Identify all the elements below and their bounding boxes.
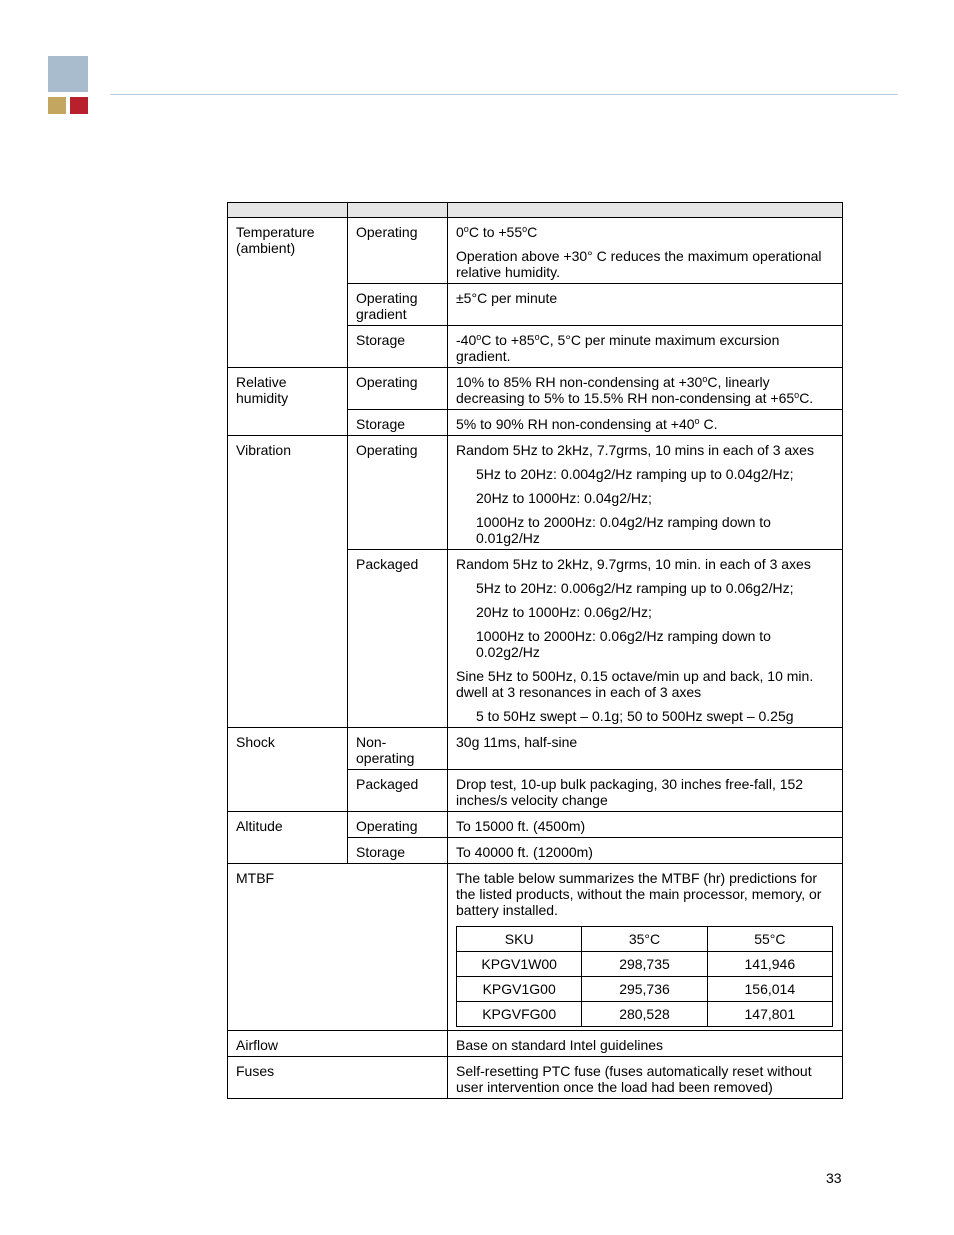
param-vibration: Vibration (228, 436, 348, 728)
spec-alt-operating: To 15000 ft. (4500m) (448, 812, 843, 838)
cond-alt-storage: Storage (348, 838, 448, 864)
spec-shock-packaged: Drop test, 10-up bulk packaging, 30 inches free-fall, 152 inches/s velocity change (448, 770, 843, 812)
mtbf-sku: KPGV1G00 (457, 977, 582, 1002)
mtbf-header-55c: 55°C (707, 927, 832, 952)
table-row (228, 812, 843, 838)
cond-shock-packaged: Packaged (348, 770, 448, 812)
mtbf-table (456, 926, 833, 1027)
spec-vib-operating: Random 5Hz to 2kHz, 7.7grms, 10 mins in each of 3 axes 5Hz to 20Hz: 0.004g2/Hz ramping up to 0.04g2/Hz; 20Hz to 1000Hz: 0.04g2/Hz; 1000Hz to 2000Hz: 0.04g2/Hz ramping down to 0.01g2/Hz (448, 436, 843, 550)
spec-fuses: Self-resetting PTC fuse (fuses automatically reset without user intervention once the load had been removed) (448, 1057, 843, 1099)
mtbf-value-55c: 156,014 (707, 977, 832, 1002)
mtbf-header-row (457, 927, 833, 952)
cond-temp-storage: Storage (348, 326, 448, 368)
header-rule (110, 94, 898, 95)
spec-alt-storage: To 40000 ft. (12000m) (448, 838, 843, 864)
spec-rh-storage: 5% to 90% RH non-condensing at $+40^o$ C. (448, 410, 843, 436)
table-row (228, 436, 843, 550)
spec-temp-gradient: ±5°C per minute (448, 284, 843, 326)
param-shock: Shock (228, 728, 348, 812)
header-cell-parameter (228, 203, 348, 218)
table-row (228, 218, 843, 284)
spec-rh-operating: 10% to 85% RH non-condensing at $+30^oC$, linearly decreasing to 5% to 15.5% RH non-condensing at $+65^oC$. (448, 368, 843, 410)
param-fuses: Fuses (228, 1057, 448, 1099)
table-row (457, 952, 833, 977)
header-cell-specification (448, 203, 843, 218)
logo-block-large (48, 56, 88, 92)
mtbf-sku: KPGV1W00 (457, 952, 582, 977)
table-row (228, 368, 843, 410)
param-temperature: Temperature (ambient) (228, 218, 348, 368)
mtbf-value-35c: 280,528 (582, 1002, 707, 1027)
mtbf-sku: KPGVFG00 (457, 1002, 582, 1027)
param-altitude: Altitude (228, 812, 348, 864)
spec-temp-operating: 0$^o$C to $+55^oC$ Operation above +30° C reduces the maximum operational relative humidity. (448, 218, 843, 284)
table-row (228, 1057, 843, 1099)
cond-rh-operating: Operating (348, 368, 448, 410)
cond-alt-operating: Operating (348, 812, 448, 838)
mtbf-value-35c: 298,735 (582, 952, 707, 977)
table-row (228, 864, 843, 1031)
cond-temp-gradient: Operating gradient (348, 284, 448, 326)
table-row (228, 728, 843, 770)
mtbf-value-35c: 295,736 (582, 977, 707, 1002)
cond-temp-operating: Operating (348, 218, 448, 284)
table-header-row (228, 203, 843, 218)
param-mtbf: MTBF (228, 864, 448, 1031)
param-relative-humidity: Relative humidity (228, 368, 348, 436)
spec-mtbf: The table below summarizes the MTBF (hr) predictions for the listed products, without the main processor, memory, or battery installed. SKU 35°C 55°C KPGV1W00 298,735 141,946 KPGV1G00 295,736 156,014 KPGVFG00 280,528 147,801 (448, 864, 843, 1031)
mtbf-header-35c: 35°C (582, 927, 707, 952)
environmental-spec-table (227, 202, 843, 1099)
cond-vib-operating: Operating (348, 436, 448, 550)
param-airflow: Airflow (228, 1031, 448, 1057)
logo-block-gold (48, 97, 66, 114)
mtbf-value-55c: 141,946 (707, 952, 832, 977)
logo-block-red (70, 97, 88, 114)
table-row (228, 1031, 843, 1057)
cond-rh-storage: Storage (348, 410, 448, 436)
spec-vib-packaged: Random 5Hz to 2kHz, 9.7grms, 10 min. in each of 3 axes 5Hz to 20Hz: 0.006g2/Hz ramping up to 0.06g2/Hz; 20Hz to 1000Hz: 0.06g2/Hz; 1000Hz to 2000Hz: 0.06g2/Hz ramping down to 0.02g2/Hz Sine 5Hz to 500Hz, 0.15 octave/min up and back, 10 min. dwell at 3 resonances in each of 3 axes 5 to 50Hz swept – 0.1g; 50 to 500Hz swept – 0.25g (448, 550, 843, 728)
cond-vib-packaged: Packaged (348, 550, 448, 728)
table-row (457, 1002, 833, 1027)
mtbf-value-55c: 147,801 (707, 1002, 832, 1027)
header-cell-condition (348, 203, 448, 218)
mtbf-header-sku: SKU (457, 927, 582, 952)
page-number: 33 (826, 1170, 842, 1186)
spec-temp-storage: -40$^o$C to $+85^oC$, 5°C per minute maximum excursion gradient. (448, 326, 843, 368)
cond-shock-nonoperating: Non-operating (348, 728, 448, 770)
spec-airflow: Base on standard Intel guidelines (448, 1031, 843, 1057)
spec-shock-nonoperating: 30g 11ms, half-sine (448, 728, 843, 770)
table-row (457, 977, 833, 1002)
